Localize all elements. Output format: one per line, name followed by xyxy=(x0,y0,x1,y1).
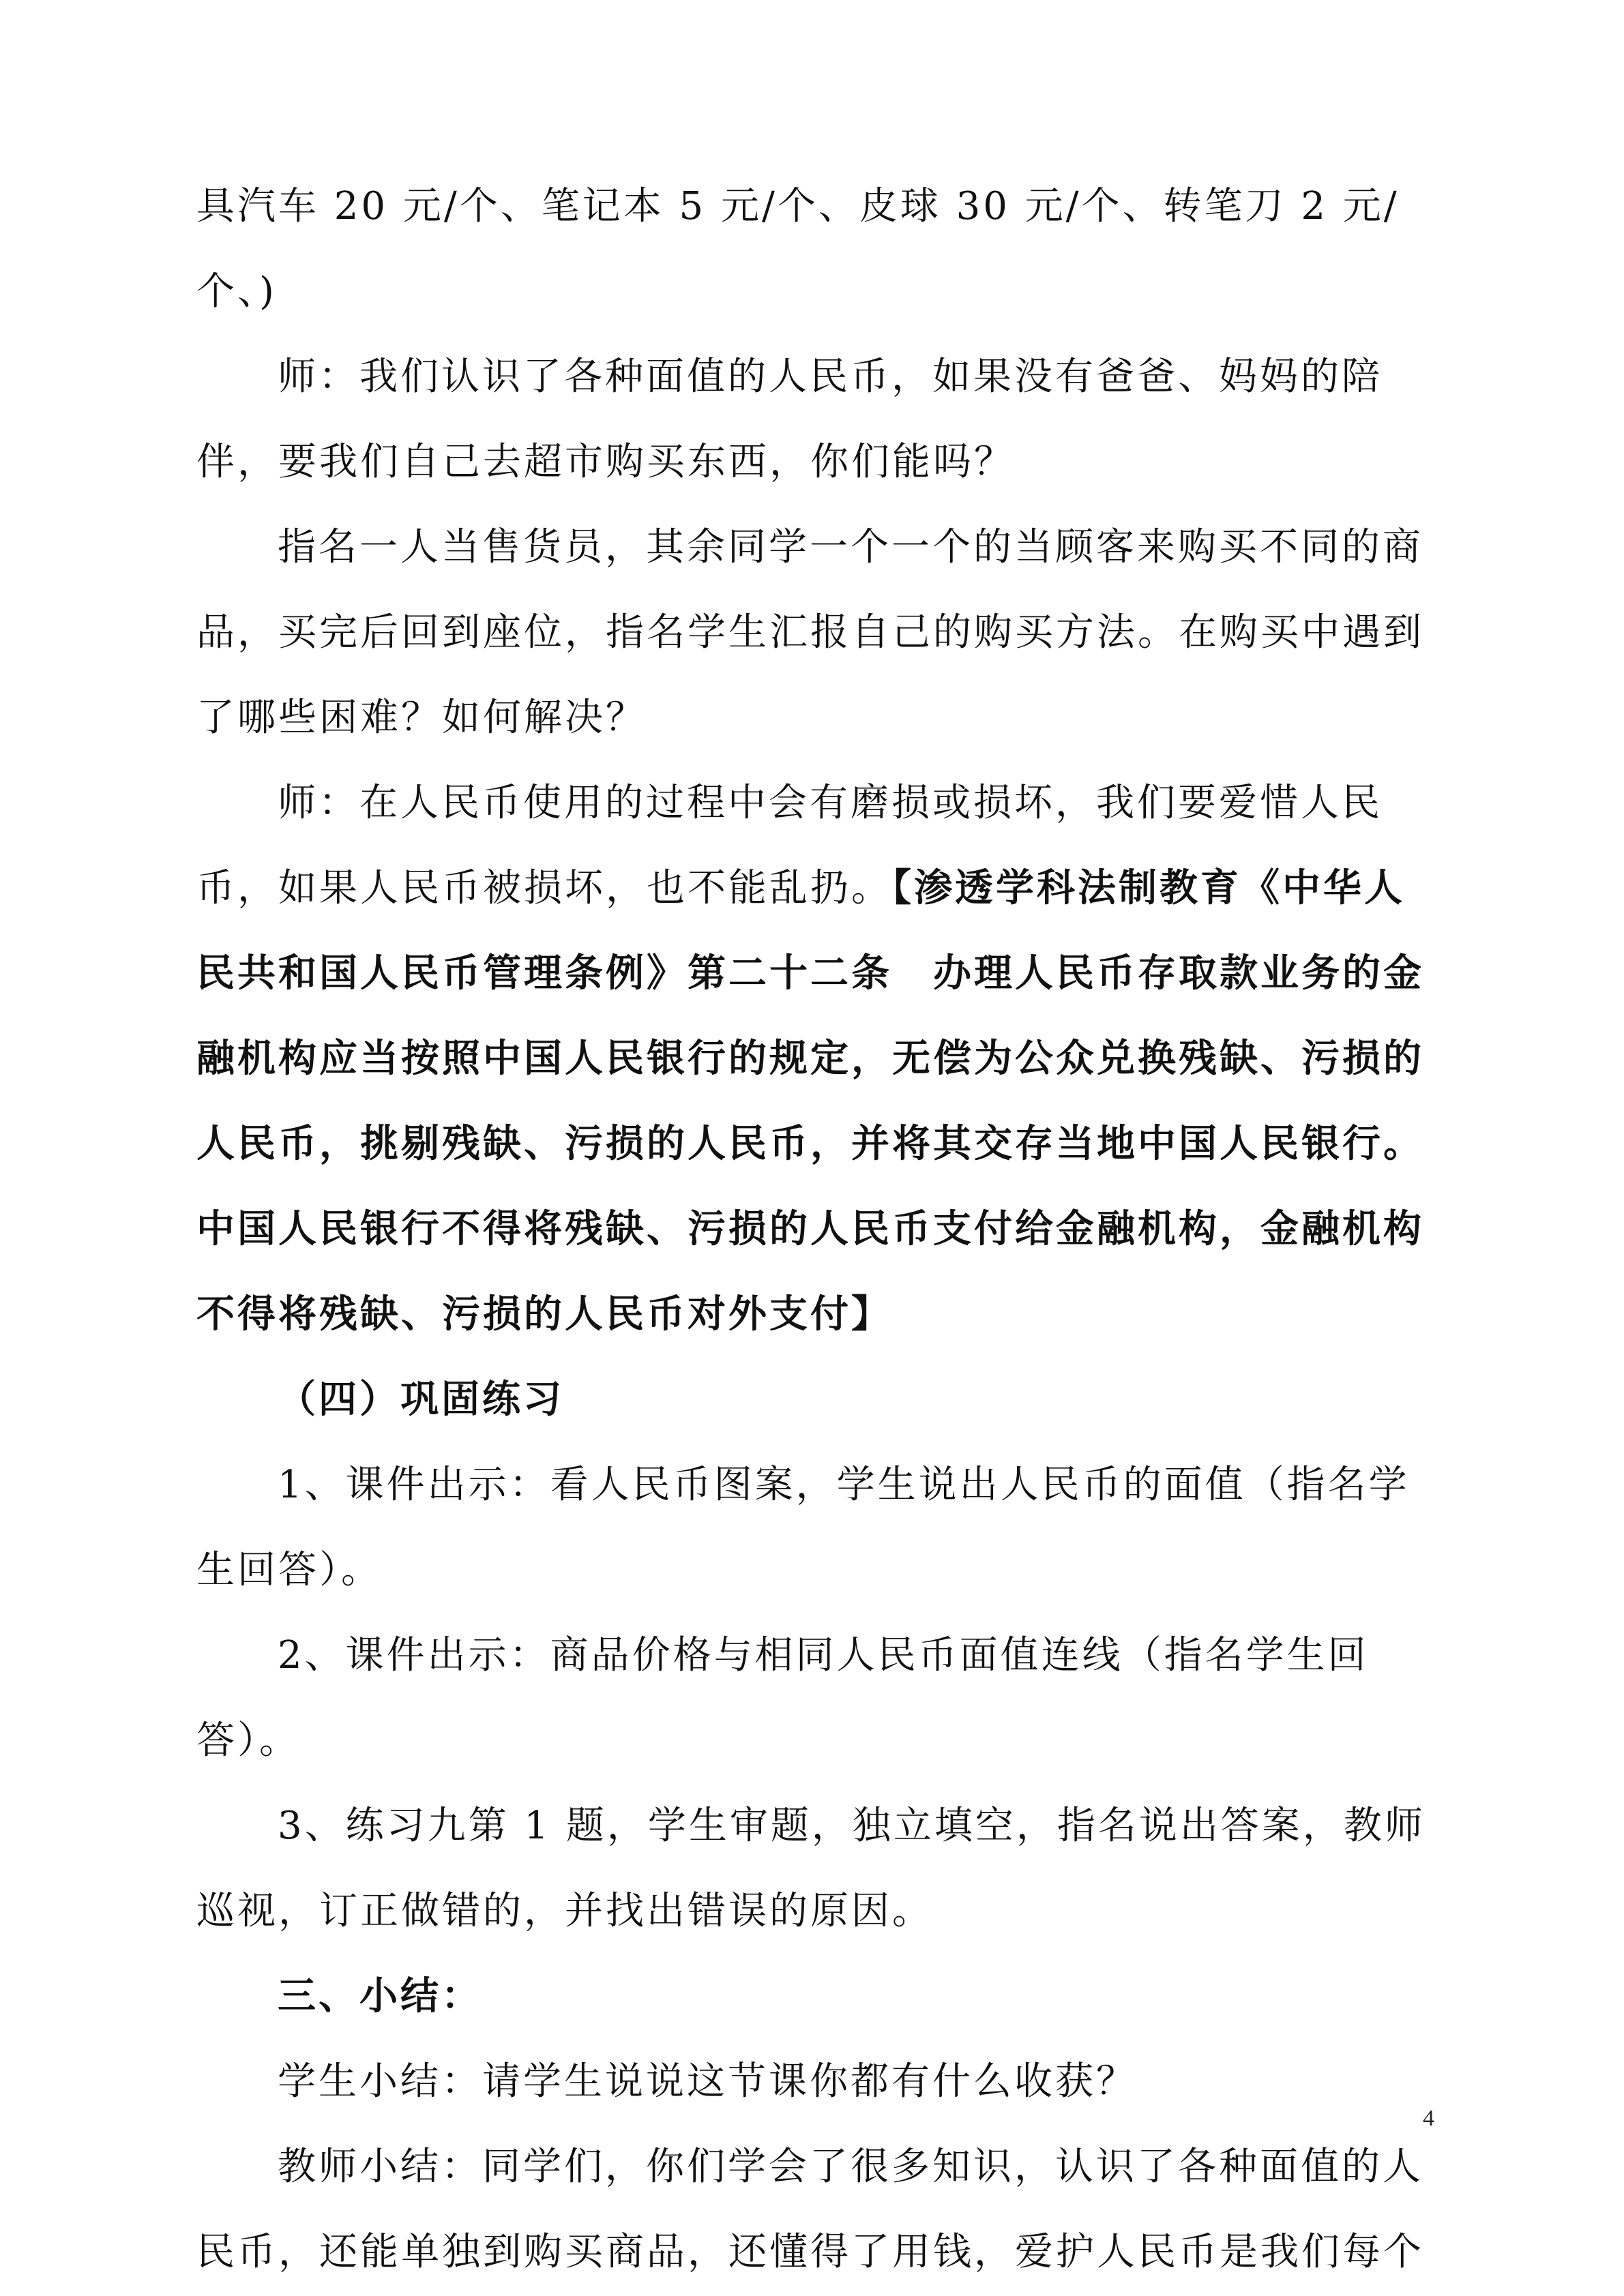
text-line: 生回答）。 xyxy=(196,1548,382,1592)
text-line: 答）。 xyxy=(196,1718,300,1763)
text-line: 品，买完后回到座位，指名学生汇报自己的购买方法。在购买中遇到 xyxy=(196,610,1424,655)
legal-education-text: 不得将残缺、污损的人民币对外支付】 xyxy=(196,1292,892,1337)
paragraph-teacher-question: 师：我们认识了各种面值的人民币，如果没有爸爸、妈妈的陪 xyxy=(278,355,1383,399)
paragraph-shopping-activity: 指名一人当售货员，其余同学一个一个的当顾客来购买不同的商 xyxy=(278,525,1423,569)
document-page xyxy=(196,164,1424,2295)
section-heading-summary: 三、小结： xyxy=(278,1973,482,2018)
legal-education-text: 融机构应当按照中国人民银行的规定，无偿为公众兑换残缺、污损的 xyxy=(196,1036,1424,1081)
exercise-item-3: 3、练习九第 1 题，学生审题，独立填空，指名说出答案，教师 xyxy=(278,1804,1426,1848)
text-line: 民币，还能单独到购买商品，还懂得了用钱，爱护人民币是我们每个 xyxy=(196,2230,1424,2274)
text-line: 伴，要我们自己去超市购买东西，你们能吗？ xyxy=(196,440,1015,484)
legal-education-text: 【渗透学科法制教育《中华人 xyxy=(892,865,1405,910)
legal-education-text: 中国人民银行不得将残缺、污损的人民币支付给金融机构，金融机构 xyxy=(196,1206,1424,1251)
section-heading-practice: （四）巩固练习 xyxy=(278,1377,564,1422)
text-line: 了哪些困难？如何解决？ xyxy=(196,696,647,740)
text-line: 巡视，订正做错的，并找出错误的原因。 xyxy=(196,1889,933,1933)
teacher-summary: 教师小结：同学们，你们学会了很多知识，认识了各种面值的人 xyxy=(278,2145,1423,2189)
page-number: 4 xyxy=(1423,2106,1434,2131)
legal-education-text: 民共和国人民币管理条例》第二十二条 办理人民币存取款业务的金 xyxy=(196,951,1424,996)
text-line: 具汽车 20 元/个、笔记本 5 元/个、皮球 30 元/个、转笔刀 2 元/ xyxy=(196,184,1400,228)
student-summary: 学生小结：请学生说说这节课你都有什么收获？ xyxy=(278,2059,1137,2104)
text-line-mixed xyxy=(196,846,1424,931)
legal-education-text: 人民币，挑剔残缺、污损的人民币，并将其交存当地中国人民银行。 xyxy=(196,1121,1424,1166)
exercise-item-2: 2、课件出示：商品价格与相同人民币面值连线（指名学生回 xyxy=(278,1633,1369,1678)
exercise-item-1: 1、课件出示：看人民币图案，学生说出人民币的面值（指名学 xyxy=(278,1463,1410,1507)
normal-text: 币，如果人民币被损坏，也不能乱扔。 xyxy=(196,866,892,910)
text-line: 个、) xyxy=(196,269,277,314)
paragraph-cherish-currency: 师：在人民币使用的过程中会有磨损或损坏，我们要爱惜人民 xyxy=(278,781,1383,825)
